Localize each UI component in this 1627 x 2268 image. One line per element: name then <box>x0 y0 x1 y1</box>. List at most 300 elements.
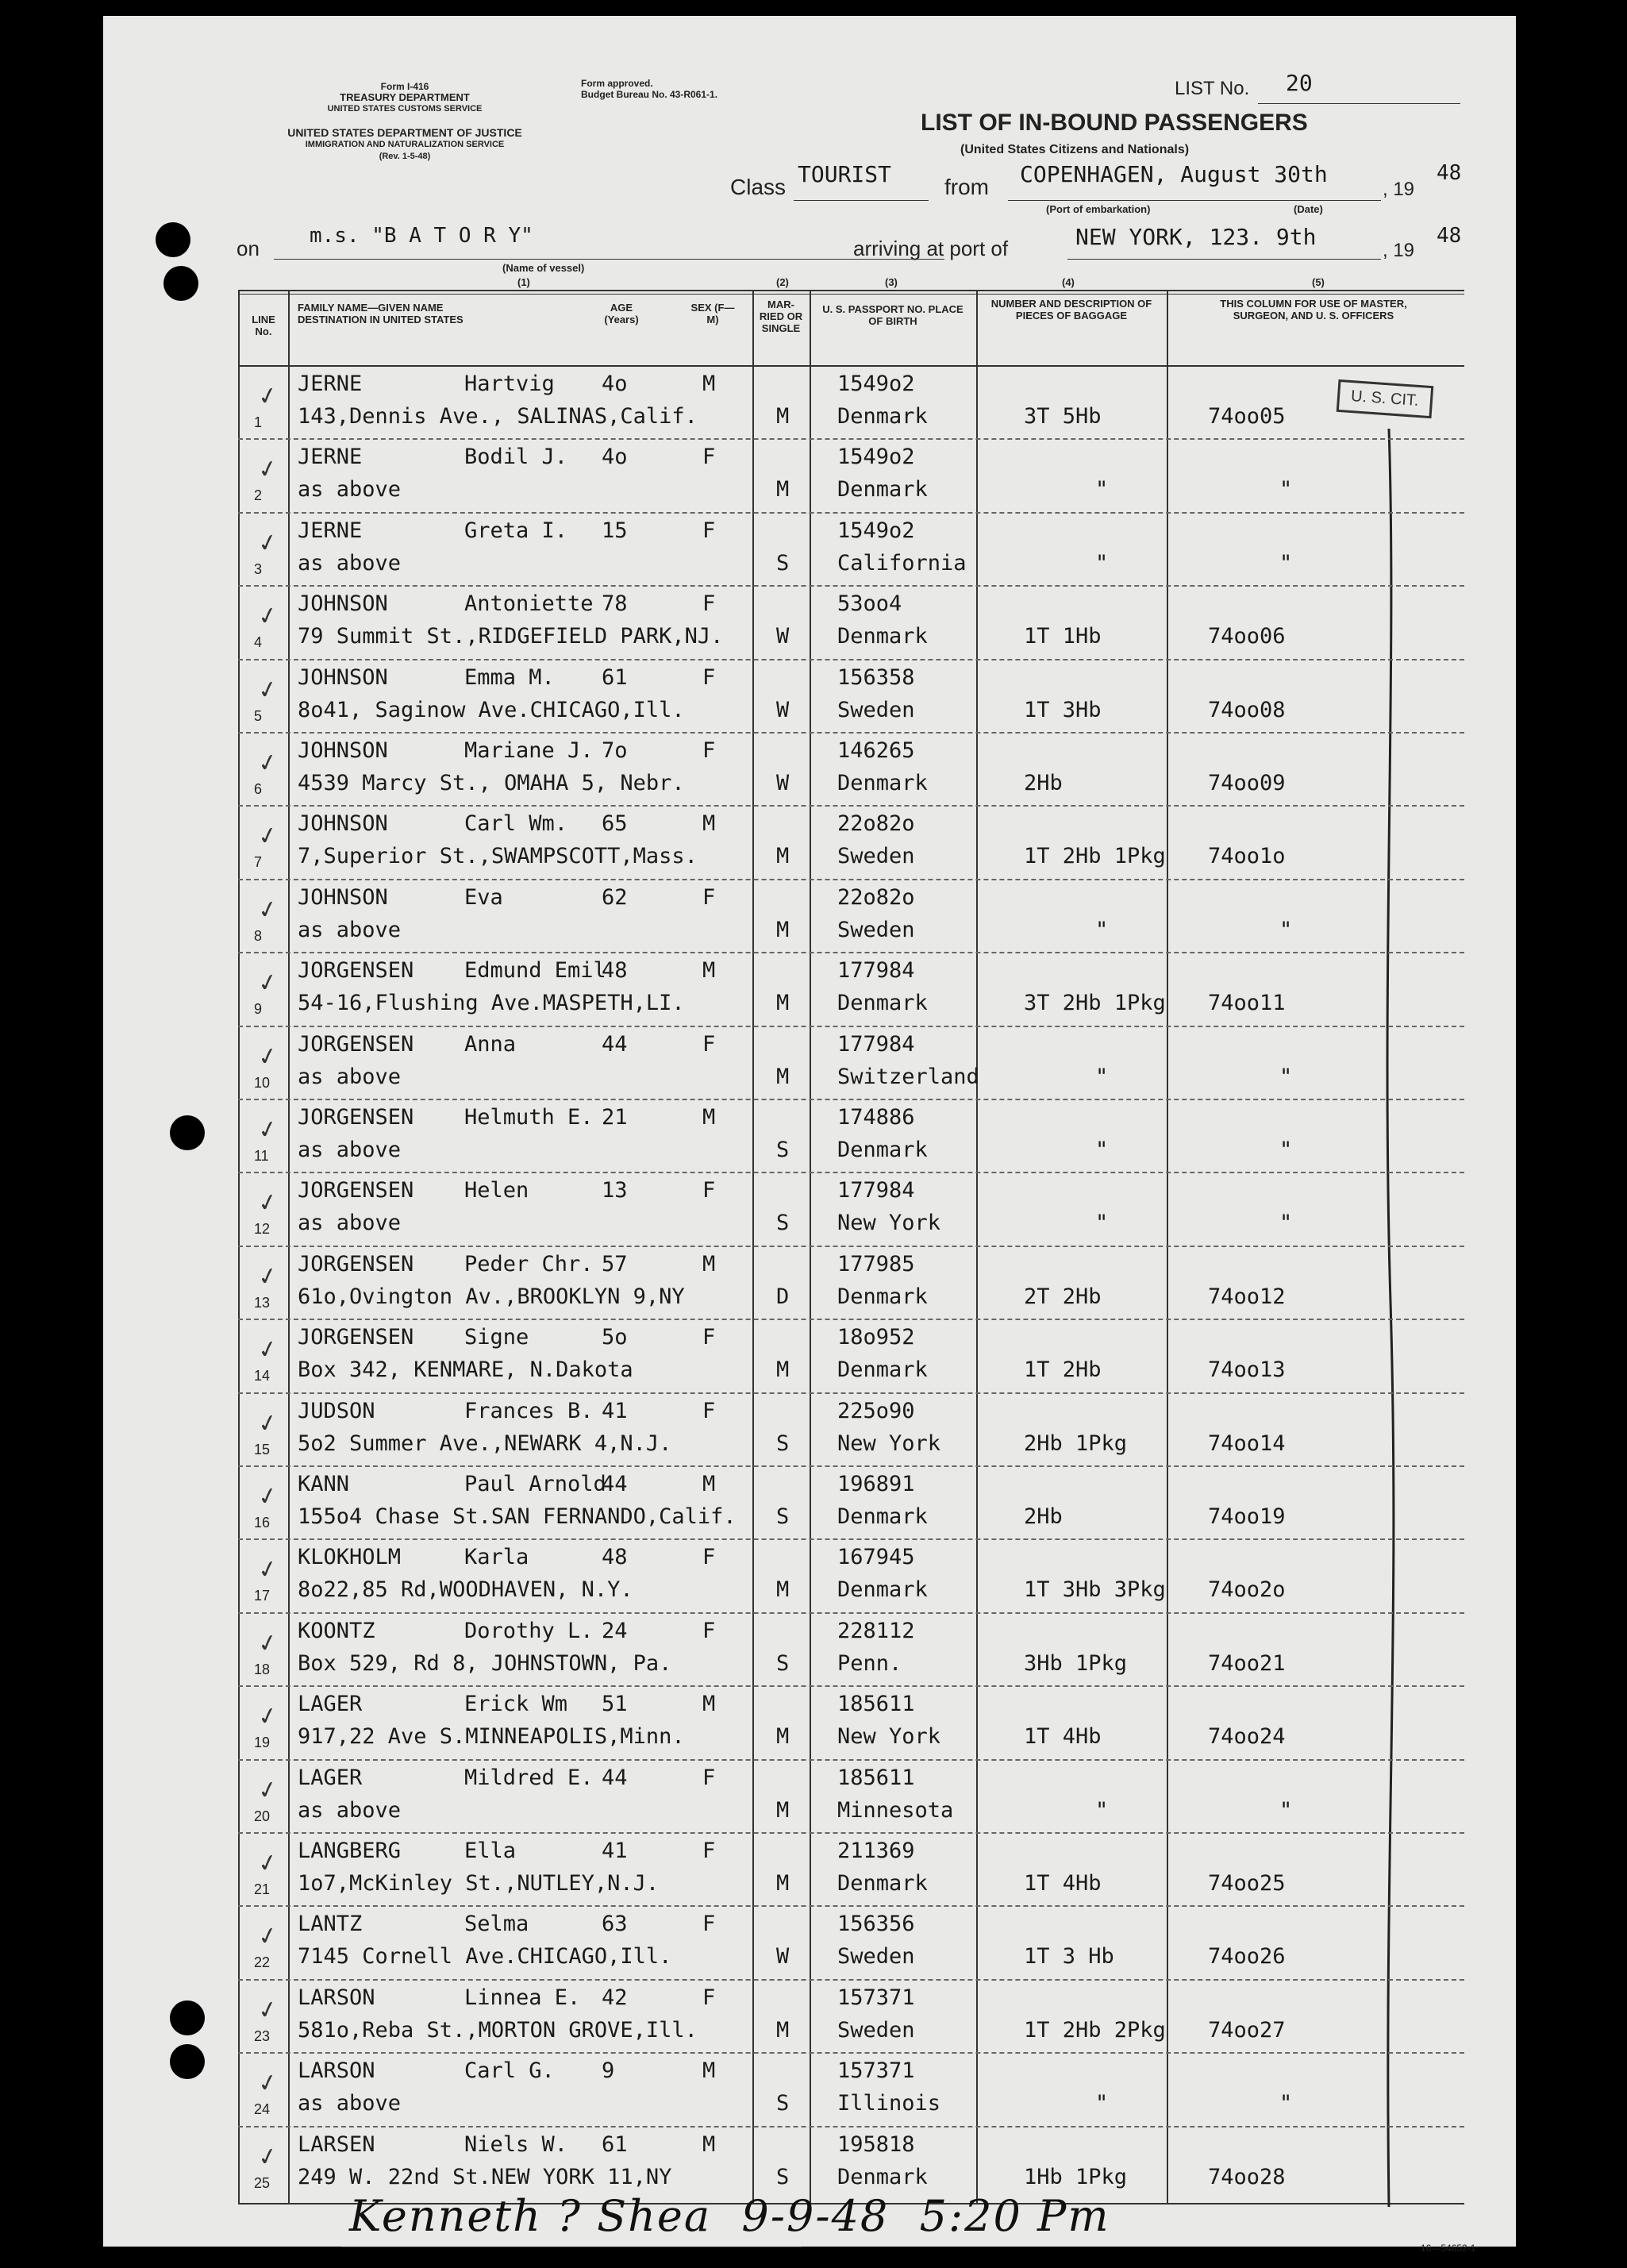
cell-age: 24 <box>602 1618 628 1643</box>
cell-age: 65 <box>602 811 628 837</box>
cell-baggage: 2T 2Hb <box>1024 1284 1102 1309</box>
cell-sex: M <box>702 958 716 984</box>
cell-marital: W <box>776 697 790 722</box>
header-sex: SEX (F—M) <box>690 302 735 325</box>
cell-sex: M <box>702 1692 716 1717</box>
column-number-2: (2) <box>776 276 789 288</box>
punch-hole <box>170 1115 205 1150</box>
cell-address: 155o4 Chase St.SAN FERNANDO,Calif. <box>298 1504 737 1529</box>
list-number: 20 <box>1286 70 1313 96</box>
cell-age: 21 <box>602 1105 628 1130</box>
punch-hole <box>170 2000 205 2035</box>
cell-officer: 74oo1o <box>1208 844 1286 869</box>
check-mark-icon: ✓ <box>255 1847 281 1880</box>
cell-officer: " <box>1279 917 1293 942</box>
port-of-embarkation-caption: (Port of embarkation) <box>1046 203 1151 215</box>
cell-address: as above <box>298 1064 402 1089</box>
list-number-label: LIST No. <box>1175 78 1250 99</box>
cell-baggage: 2Hb <box>1024 1504 1063 1529</box>
cell-given: Mildred E. <box>464 1765 594 1790</box>
year-prefix: , 19 <box>1383 179 1415 200</box>
line-number: 3 <box>254 560 263 577</box>
row-divider <box>238 1172 1464 1173</box>
cell-passport: 156358 <box>837 664 915 690</box>
line-number: 14 <box>254 1368 271 1384</box>
officer-bracket-line <box>1373 429 1405 2207</box>
cell-given: Edmund Emil <box>464 958 606 984</box>
line-number: 17 <box>254 1588 271 1604</box>
class-label: Class <box>730 175 787 199</box>
form-footer-code: 16—54652-1 <box>1421 2243 1476 2254</box>
cell-passport: 177984 <box>837 958 915 984</box>
cell-baggage: 1T 4Hb <box>1024 1724 1102 1750</box>
check-mark-icon: ✓ <box>255 1774 281 1806</box>
page-subtitle: (United States Citizens and Nationals) <box>960 143 1190 156</box>
cell-given: Bodil J. <box>464 445 568 470</box>
cell-given: Selma <box>464 1912 529 1937</box>
cell-sex: F <box>702 1398 716 1423</box>
check-mark-icon: ✓ <box>255 1481 281 1513</box>
line-number: 20 <box>254 1808 271 1824</box>
cell-birth: Penn. <box>837 1650 902 1676</box>
cell-marital: M <box>776 1064 790 1089</box>
check-mark-icon: ✓ <box>255 1334 281 1366</box>
cell-officer: 74oo19 <box>1208 1504 1286 1529</box>
check-mark-icon: ✓ <box>255 1407 281 1439</box>
cell-family: LARSON <box>298 2058 375 2084</box>
cell-passport: 177985 <box>837 1251 915 1276</box>
cell-officer: 74oo24 <box>1208 1724 1286 1750</box>
cell-family: JORGENSEN <box>298 958 414 984</box>
row-divider <box>238 805 1464 807</box>
cell-sex: M <box>702 1472 716 1496</box>
cell-family: LANTZ <box>298 1912 363 1937</box>
header-line-number: LINE No. <box>252 314 275 337</box>
cell-address: as above <box>298 477 402 503</box>
on-label: on <box>237 237 260 260</box>
cell-birth: California <box>837 550 967 576</box>
cell-marital: M <box>776 1871 790 1896</box>
cell-passport: 22o82o <box>837 884 915 910</box>
cell-address: as above <box>298 917 402 942</box>
cell-passport: 156356 <box>837 1912 915 1937</box>
cell-officer: " <box>1279 2091 1293 2116</box>
check-mark-icon: ✓ <box>255 1261 281 1293</box>
cell-baggage: 1T 2Hb <box>1024 1357 1102 1383</box>
cell-passport: 177984 <box>837 1031 915 1057</box>
cell-officer: 74oo25 <box>1208 1871 1286 1896</box>
cell-age: 4o <box>602 445 628 470</box>
cell-birth: New York <box>837 1724 941 1750</box>
cell-given: Linnea E. <box>464 1985 581 2010</box>
cell-age: 51 <box>602 1692 628 1717</box>
cell-officer: 74oo27 <box>1208 2017 1286 2043</box>
line-number: 12 <box>254 1221 271 1238</box>
cell-address: 7145 Cornell Ave.CHICAGO,Ill. <box>298 1944 672 1970</box>
cell-given: Dorothy L. <box>464 1618 594 1643</box>
line-number: 15 <box>254 1441 271 1457</box>
cell-family: LARSEN <box>298 2131 375 2157</box>
cell-baggage: " <box>1095 1211 1109 1236</box>
line-number: 7 <box>254 854 263 871</box>
cell-marital: M <box>776 2017 790 2043</box>
cell-officer: " <box>1279 477 1293 503</box>
cell-marital: W <box>776 771 790 795</box>
department-of-justice: UNITED STATES DEPARTMENT OF JUSTICE <box>287 126 522 139</box>
check-mark-icon: ✓ <box>255 1114 281 1146</box>
cell-sex: F <box>702 1839 716 1863</box>
cell-given: Paul Arnold <box>464 1472 606 1496</box>
arrival-year-prefix: , 19 <box>1383 240 1415 261</box>
cell-sex: F <box>702 1178 716 1203</box>
cell-sex: F <box>702 1325 716 1350</box>
cell-birth: Denmark <box>837 1577 928 1603</box>
check-mark-icon: ✓ <box>255 527 281 560</box>
cell-passport: 174886 <box>837 1105 915 1130</box>
header-married-single: MAR-RIED OR SINGLE <box>759 298 803 334</box>
date-caption: (Date) <box>1294 203 1323 215</box>
budget-bureau-number: Budget Bureau No. 43-R061-1. <box>581 89 718 100</box>
cell-age: 41 <box>602 1839 628 1863</box>
line-number: 19 <box>254 1735 271 1751</box>
line-number: 13 <box>254 1294 271 1311</box>
cell-passport: 18o952 <box>837 1325 915 1350</box>
cell-sex: F <box>702 1912 716 1937</box>
line-number: 10 <box>254 1074 271 1091</box>
cell-birth: Denmark <box>837 1138 928 1162</box>
cell-age: 48 <box>602 958 628 984</box>
row-divider <box>238 1392 1464 1394</box>
cell-passport: 177984 <box>837 1178 915 1203</box>
cell-family: JORGENSEN <box>298 1251 414 1276</box>
cell-given: Helen <box>464 1178 529 1203</box>
cell-birth: Denmark <box>837 2164 928 2189</box>
cell-birth: Sweden <box>837 844 915 869</box>
treasury-department: TREASURY DEPARTMENT <box>340 91 470 103</box>
cell-given: Erick Wm <box>464 1692 568 1717</box>
cell-passport: 195818 <box>837 2131 915 2157</box>
cell-baggage: 1T 4Hb <box>1024 1871 1102 1896</box>
cell-baggage: 3T 5Hb <box>1024 404 1102 429</box>
cell-age: 57 <box>602 1251 628 1276</box>
cell-sex: M <box>702 811 716 837</box>
cell-given: Anna <box>464 1031 517 1057</box>
cell-address: 143,Dennis Ave., SALINAS,Calif. <box>298 404 698 429</box>
line-number: 9 <box>254 1001 263 1018</box>
arrival-value: NEW YORK, 123. 9th <box>1075 224 1317 250</box>
cell-given: Eva <box>464 884 503 910</box>
cell-birth: Denmark <box>837 991 928 1016</box>
cell-family: KANN <box>298 1472 350 1496</box>
check-mark-icon: ✓ <box>255 1041 281 1072</box>
row-divider <box>238 952 1464 953</box>
cell-sex: F <box>702 1985 716 2010</box>
check-mark-icon: ✓ <box>255 2141 281 2173</box>
cell-baggage: " <box>1095 477 1109 503</box>
cell-birth: Denmark <box>837 771 928 795</box>
cell-given: Signe <box>464 1325 529 1350</box>
cell-family: JERNE <box>298 372 363 396</box>
cell-marital: S <box>776 1138 790 1162</box>
cell-address: 917,22 Ave S.MINNEAPOLIS,Minn. <box>298 1724 685 1750</box>
row-divider <box>238 2052 1464 2054</box>
cell-birth: Denmark <box>837 1284 928 1309</box>
cell-marital: M <box>776 477 790 503</box>
cell-age: 44 <box>602 1765 628 1790</box>
cell-family: LAGER <box>298 1765 363 1790</box>
line-number: 25 <box>254 2174 271 2191</box>
check-mark-icon: ✓ <box>255 2067 281 2100</box>
cell-given: Helmuth E. <box>464 1105 594 1130</box>
line-number: 11 <box>254 1148 269 1164</box>
cell-address: 1o7,McKinley St.,NUTLEY,N.J. <box>298 1871 660 1896</box>
cell-given: Mariane J. <box>464 738 594 763</box>
header-officers-use: THIS COLUMN FOR USE OF MASTER, SURGEON, AND U. S. OFFICERS <box>1220 298 1407 322</box>
line-number: 1 <box>254 414 263 430</box>
check-mark-icon: ✓ <box>255 894 281 926</box>
cell-marital: M <box>776 991 790 1016</box>
signature: Kenneth ? Shea 9-9-48 5:20 Pm <box>349 2191 1110 2241</box>
cell-family: JORGENSEN <box>298 1178 414 1203</box>
cell-family: JOHNSON <box>298 591 388 617</box>
cell-sex: F <box>702 591 716 617</box>
cell-birth: Denmark <box>837 1504 928 1529</box>
cell-sex: F <box>702 445 716 470</box>
vessel-column-number: (1) <box>517 276 530 288</box>
cell-marital: D <box>776 1284 790 1309</box>
cell-given: Greta I. <box>464 518 568 543</box>
check-mark-icon: ✓ <box>255 380 281 413</box>
cell-passport: 225o90 <box>837 1398 915 1423</box>
cell-address: 7,Superior St.,SWAMPSCOTT,Mass. <box>298 844 698 869</box>
form-approved: Form approved. <box>581 78 653 89</box>
cell-marital: S <box>776 1430 790 1456</box>
cell-officer: 74oo11 <box>1208 991 1286 1016</box>
check-mark-icon: ✓ <box>255 674 281 706</box>
cell-baggage: 2Hb 1Pkg <box>1024 1430 1128 1456</box>
row-divider <box>238 1026 1464 1027</box>
cell-officer: 74oo13 <box>1208 1357 1286 1383</box>
row-divider <box>238 1685 1464 1687</box>
cell-age: 61 <box>602 2131 628 2157</box>
cell-age: 7o <box>602 738 628 763</box>
row-divider <box>238 1246 1464 1247</box>
form-number: Form I-416 <box>380 81 429 92</box>
cell-baggage: 3Hb 1Pkg <box>1024 1650 1128 1676</box>
check-mark-icon: ✓ <box>255 1700 281 1733</box>
cell-address: 61o,Ovington Av.,BROOKLYN 9,NY <box>298 1284 685 1309</box>
cell-baggage: " <box>1095 550 1109 576</box>
row-divider <box>238 1465 1464 1467</box>
column-number-4: (4) <box>1062 276 1075 288</box>
line-number: 4 <box>254 634 263 651</box>
cell-age: 78 <box>602 591 628 617</box>
cell-address: Box 529, Rd 8, JOHNSTOWN, Pa. <box>298 1650 672 1676</box>
cell-age: 44 <box>602 1031 628 1057</box>
header-passport-birthplace: U. S. PASSPORT NO. PLACE OF BIRTH <box>822 303 964 327</box>
cell-family: LANGBERG <box>298 1839 402 1863</box>
cell-passport: 1549o2 <box>837 372 915 396</box>
check-mark-icon: ✓ <box>255 1627 281 1660</box>
cell-baggage: " <box>1095 2091 1109 2116</box>
header-name-destination: FAMILY NAME—GIVEN NAME DESTINATION IN UNITED STATES <box>298 302 463 325</box>
check-mark-icon: ✓ <box>255 1921 281 1953</box>
cell-baggage: " <box>1095 1064 1109 1089</box>
cell-family: JERNE <box>298 518 363 543</box>
cell-age: 42 <box>602 1985 628 2010</box>
cell-baggage: " <box>1095 1138 1109 1162</box>
cell-marital: S <box>776 2164 790 2189</box>
cell-given: Carl Wm. <box>464 811 568 837</box>
cell-marital: M <box>776 1577 790 1603</box>
cell-marital: W <box>776 624 790 649</box>
cell-passport: 1549o2 <box>837 445 915 470</box>
cell-family: JOHNSON <box>298 884 388 910</box>
cell-sex: F <box>702 1618 716 1643</box>
row-divider <box>238 1612 1464 1614</box>
cell-marital: M <box>776 917 790 942</box>
cell-family: JOHNSON <box>298 738 388 763</box>
line-number: 8 <box>254 927 263 944</box>
vessel-name: m.s. "B A T O R Y" <box>310 224 533 248</box>
row-divider <box>238 1832 1464 1834</box>
punch-hole <box>156 222 190 257</box>
cell-given: Hartvig <box>464 372 555 396</box>
cell-birth: Denmark <box>837 477 928 503</box>
cell-passport: 185611 <box>837 1765 915 1790</box>
line-number: 16 <box>254 1515 271 1531</box>
line-number: 18 <box>254 1661 271 1677</box>
row-divider <box>238 438 1464 440</box>
cell-baggage: 1T 2Hb 2Pkg <box>1024 2017 1166 2043</box>
cell-passport: 146265 <box>837 738 915 763</box>
cell-passport: 228112 <box>837 1618 915 1643</box>
cell-family: JERNE <box>298 445 363 470</box>
cell-birth: Illinois <box>837 2091 941 2116</box>
row-divider <box>238 1979 1464 1981</box>
cell-passport: 157371 <box>837 1985 915 2010</box>
cell-age: 4o <box>602 372 628 396</box>
line-number: 6 <box>254 781 263 797</box>
cell-marital: S <box>776 1504 790 1529</box>
vessel-name-caption: (Name of vessel) <box>502 262 585 274</box>
from-label: from <box>944 175 989 199</box>
cell-address: as above <box>298 1797 402 1823</box>
cell-sex: F <box>702 884 716 910</box>
cell-family: KOONTZ <box>298 1618 375 1643</box>
cell-birth: Sweden <box>837 2017 915 2043</box>
cell-officer: 74oo26 <box>1208 1944 1286 1970</box>
cell-given: Niels W. <box>464 2131 568 2157</box>
column-number-5: (5) <box>1312 276 1325 288</box>
cell-given: Frances B. <box>464 1398 594 1423</box>
row-divider <box>238 2126 1464 2127</box>
cell-sex: M <box>702 2131 716 2157</box>
cell-passport: 157371 <box>837 2058 915 2084</box>
cell-given: Karla <box>464 1545 529 1570</box>
line-number: 5 <box>254 707 263 724</box>
cell-marital: S <box>776 1650 790 1676</box>
cell-marital: M <box>776 1797 790 1823</box>
cell-marital: M <box>776 404 790 429</box>
cell-family: KLOKHOLM <box>298 1545 402 1570</box>
cell-officer: 74oo08 <box>1208 697 1286 722</box>
cell-sex: F <box>702 664 716 690</box>
page-title: LIST OF IN-BOUND PASSENGERS <box>921 110 1308 136</box>
cell-birth: New York <box>837 1211 941 1236</box>
cell-address: as above <box>298 2091 402 2116</box>
cell-passport: 167945 <box>837 1545 915 1570</box>
cell-officer: 74oo2o <box>1208 1577 1286 1603</box>
cell-address: 54-16,Flushing Ave.MASPETH,LI. <box>298 991 685 1016</box>
cell-address: 5o2 Summer Ave.,NEWARK 4,N.J. <box>298 1430 672 1456</box>
cell-given: Peder Chr. <box>464 1251 594 1276</box>
cell-sex: M <box>702 2058 716 2084</box>
cell-officer: 74oo09 <box>1208 771 1286 795</box>
cell-sex: F <box>702 1545 716 1570</box>
cell-family: JORGENSEN <box>298 1031 414 1057</box>
cell-passport: 1549o2 <box>837 518 915 543</box>
cell-birth: Sweden <box>837 917 915 942</box>
cell-address: 8o41, Saginow Ave.CHICAGO,Ill. <box>298 697 685 722</box>
line-number: 2 <box>254 487 263 504</box>
row-divider <box>238 1319 1464 1320</box>
cell-birth: Denmark <box>837 1871 928 1896</box>
cell-officer: 74oo06 <box>1208 624 1286 649</box>
cell-address: 249 W. 22nd St.NEW YORK 11,NY <box>298 2164 672 2189</box>
cell-family: JOHNSON <box>298 664 388 690</box>
cell-age: 5o <box>602 1325 628 1350</box>
cell-family: JORGENSEN <box>298 1325 414 1350</box>
check-mark-icon: ✓ <box>255 454 281 486</box>
arrival-year-value: 48 <box>1437 224 1462 248</box>
cell-passport: 211369 <box>837 1839 915 1863</box>
cell-given: Ella <box>464 1839 517 1863</box>
cell-given: Antoniette <box>464 591 594 617</box>
column-number-3: (3) <box>885 276 898 288</box>
punch-hole <box>170 2044 205 2079</box>
cell-sex: F <box>702 518 716 543</box>
cell-sex: F <box>702 1031 716 1057</box>
cell-baggage: 1Hb 1Pkg <box>1024 2164 1128 2189</box>
us-citizen-stamp: U. S. CIT. <box>1337 379 1433 418</box>
punch-hole <box>163 266 198 301</box>
cell-family: LARSON <box>298 1985 375 2010</box>
cell-sex: M <box>702 1251 716 1276</box>
cell-birth: Denmark <box>837 1357 928 1383</box>
cell-birth: New York <box>837 1430 941 1456</box>
cell-baggage: 1T 3Hb 3Pkg <box>1024 1577 1166 1603</box>
cell-age: 48 <box>602 1545 628 1570</box>
header-age: AGE (Years) <box>604 302 639 325</box>
check-mark-icon: ✓ <box>255 1554 281 1586</box>
cell-age: 61 <box>602 664 628 690</box>
cell-birth: Minnesota <box>837 1797 954 1823</box>
cell-birth: Denmark <box>837 624 928 649</box>
cell-age: 9 <box>602 2058 615 2084</box>
cell-given: Carl G. <box>464 2058 555 2084</box>
cell-family: LAGER <box>298 1692 363 1717</box>
cell-birth: Sweden <box>837 697 915 722</box>
check-mark-icon: ✓ <box>255 600 281 633</box>
cell-marital: M <box>776 844 790 869</box>
customs-service: UNITED STATES CUSTOMS SERVICE <box>327 104 483 114</box>
cell-marital: M <box>776 1724 790 1750</box>
passenger-manifest-page <box>103 16 1516 2254</box>
cell-marital: W <box>776 1944 790 1970</box>
cell-marital: S <box>776 2091 790 2116</box>
cell-address: 581o,Reba St.,MORTON GROVE,Ill. <box>298 2017 698 2043</box>
